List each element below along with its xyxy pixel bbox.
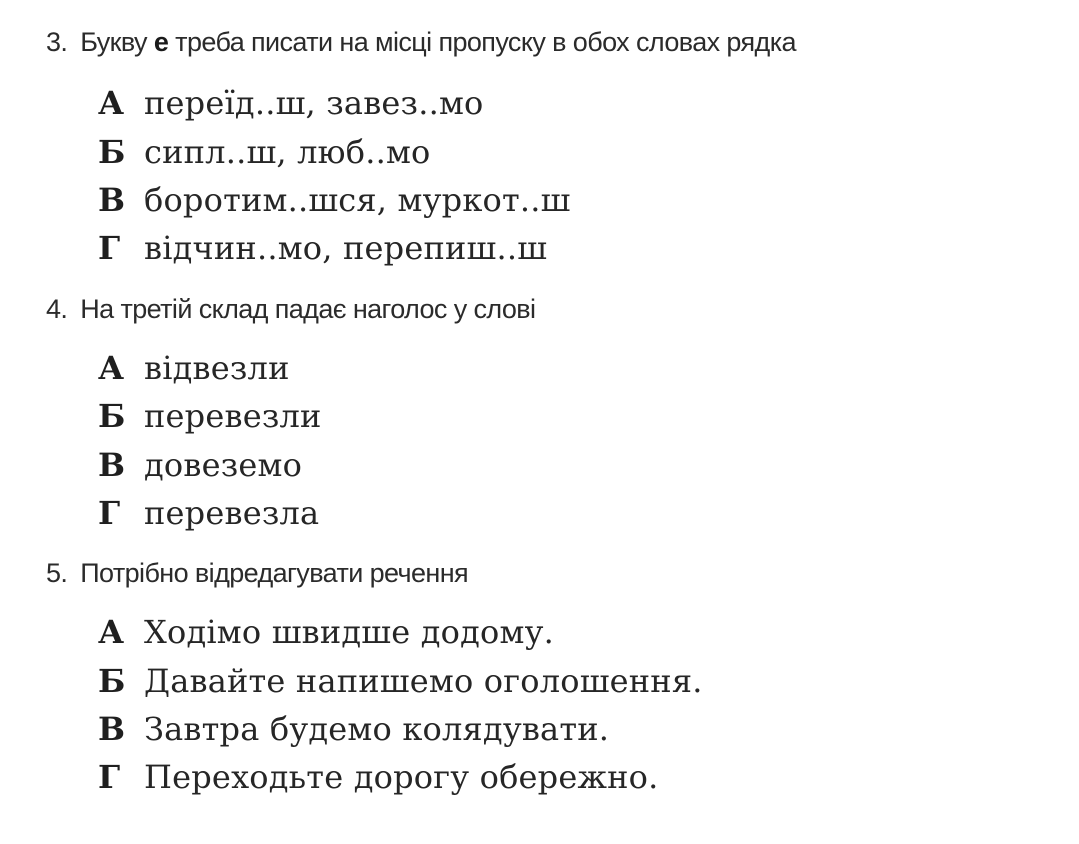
option-text: Давайте напишемо оголошення. (144, 662, 703, 700)
option-text: Переходьте дорогу обережно. (144, 758, 659, 796)
option-letter: А (98, 613, 125, 651)
question-3-stem (46, 27, 796, 58)
question-5-option-d[interactable] (98, 758, 659, 796)
question-number: 4. (46, 294, 68, 324)
question-4-option-a[interactable] (98, 349, 290, 387)
option-letter: Г (98, 229, 121, 267)
option-text: переїд..ш, завез..мо (144, 84, 484, 122)
option-letter: Б (98, 133, 126, 171)
question-stem: Потрібно відредагувати речення (80, 558, 469, 588)
option-letter: В (98, 181, 126, 219)
question-4-option-c[interactable] (98, 446, 302, 484)
question-stem: На третій склад падає наголос у слові (80, 294, 536, 324)
question-5-option-c[interactable] (98, 710, 609, 748)
option-letter: А (98, 349, 125, 387)
option-text: перевезли (144, 397, 322, 435)
question-5-stem (46, 558, 468, 589)
option-letter: Г (98, 494, 121, 532)
option-letter: В (98, 710, 126, 748)
question-3-option-b[interactable] (98, 133, 431, 171)
option-letter: Б (98, 397, 126, 435)
option-text: відчин..мо, перепиш..ш (144, 229, 548, 267)
question-number: 5. (46, 558, 68, 588)
question-number: 3. (46, 27, 68, 57)
question-4-option-b[interactable] (98, 397, 322, 435)
option-text: сипл..ш, люб..мо (144, 133, 431, 171)
question-5-option-b[interactable] (98, 662, 703, 700)
question-3-option-d[interactable] (98, 229, 547, 267)
question-4-stem (46, 294, 535, 325)
option-text: боротим..шся, муркот..ш (144, 181, 571, 219)
question-stem-part: треба писати на місці пропуску в обох словах рядка (175, 27, 796, 57)
question-5-option-a[interactable] (98, 613, 554, 651)
question-stem-part: Букву (80, 27, 147, 57)
option-text: Завтра будемо колядувати. (144, 710, 610, 748)
question-3-option-c[interactable] (98, 181, 571, 219)
question-4-option-d[interactable] (98, 494, 319, 532)
option-letter: А (98, 84, 125, 122)
option-text: Ходімо швидше додому. (144, 613, 554, 651)
option-text: довеземо (144, 446, 303, 484)
question-3-option-a[interactable] (98, 84, 484, 122)
option-letter: Г (98, 758, 121, 796)
option-letter: Б (98, 662, 126, 700)
option-text: відвезли (144, 349, 290, 387)
highlighted-letter: е (153, 27, 169, 57)
option-text: перевезла (144, 494, 320, 532)
option-letter: В (98, 446, 126, 484)
